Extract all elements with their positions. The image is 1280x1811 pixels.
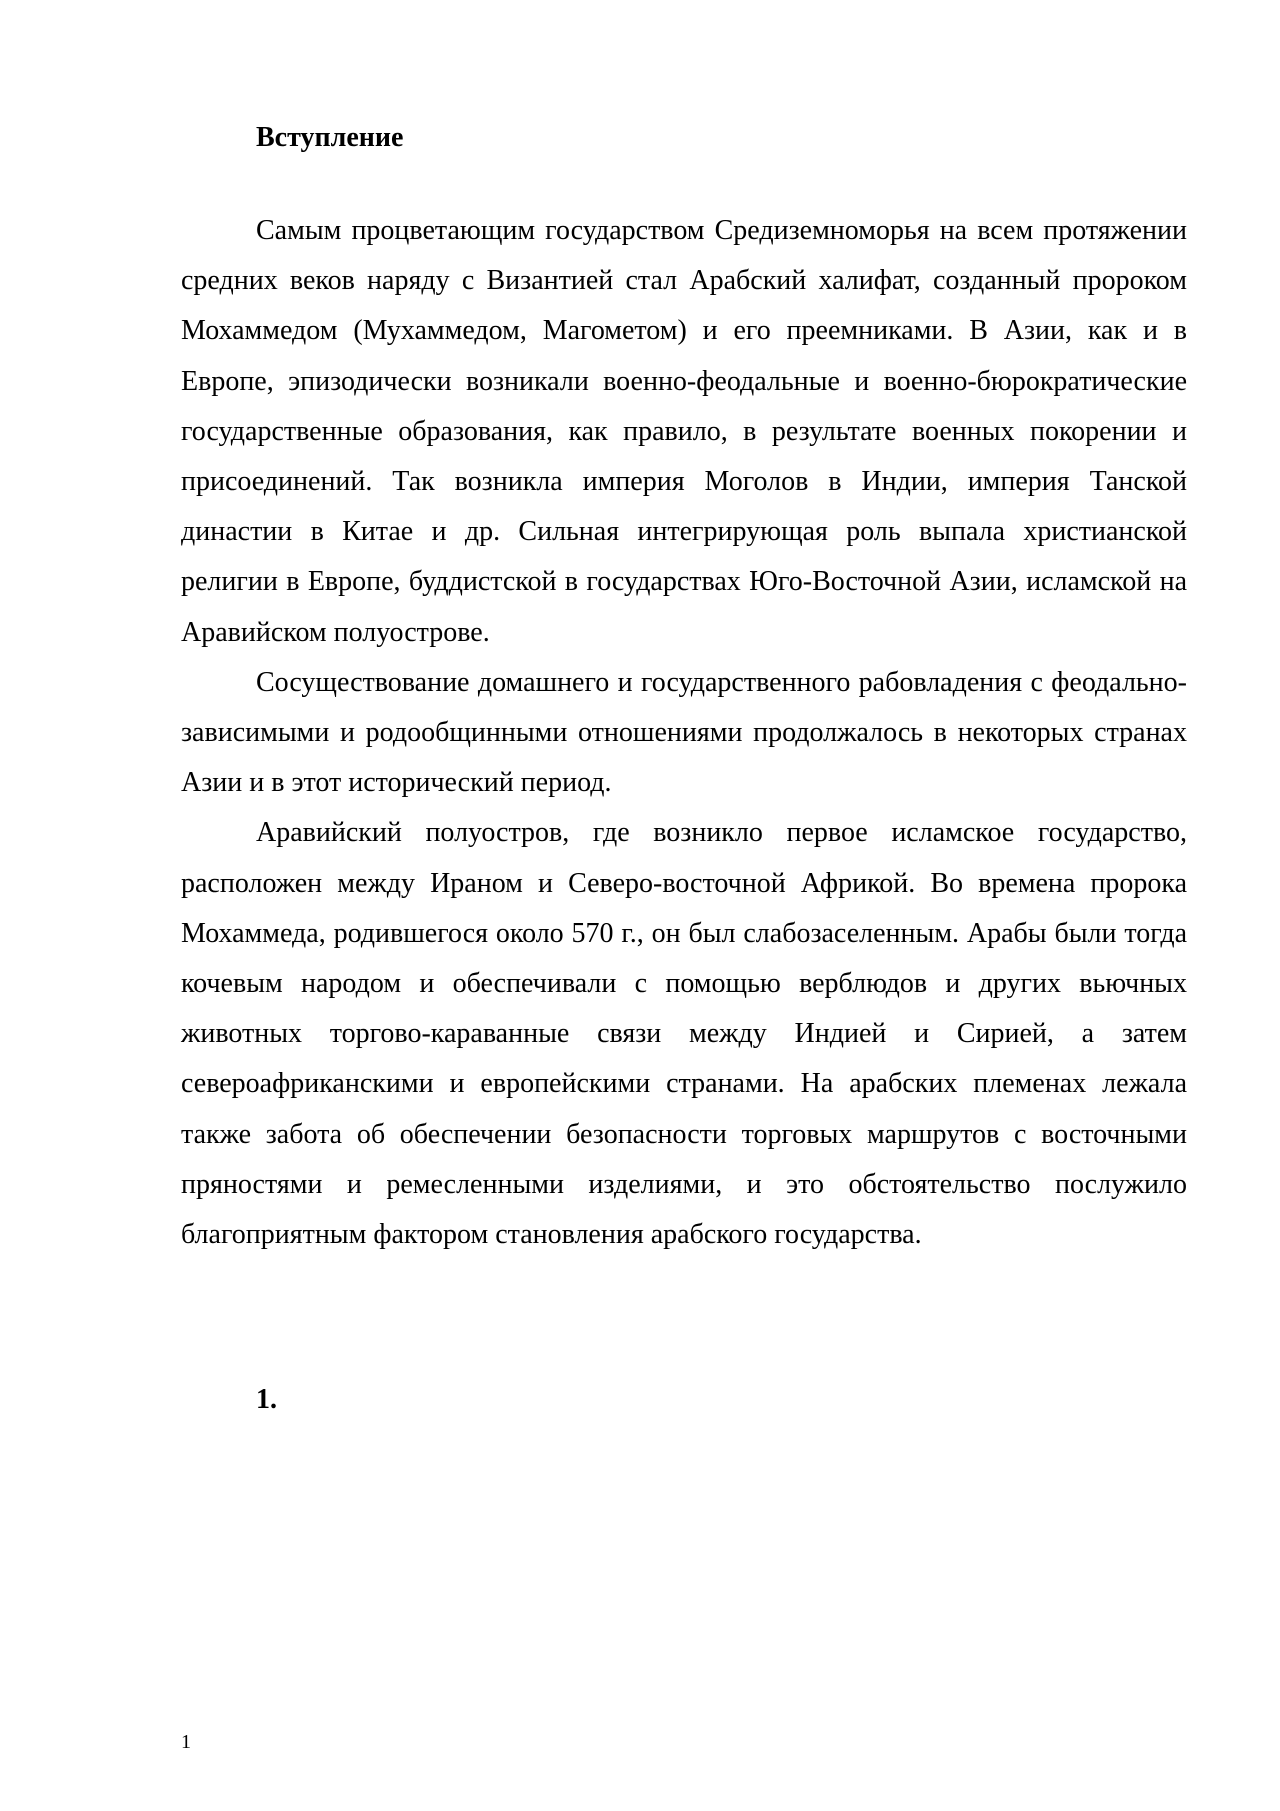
paragraph-2: Сосуществование домашнего и государственного рабовладения с феодально-зависимыми и родообщинными отношениями продолжалось в некоторых странах Азии и в этот исторический период. [181,666,1187,799]
paragraph-1: Самым процветающим государством Средиземноморья на всем протяжении средних веков наряду с Византией стал Арабский халифат, созданный пророком Мохаммедом (Мухаммедом, Магометом) и его преемниками. В Азии, как и в Европе, эпизодически возникали военно-феодальные и военно-бюрократические государственные образования, как правило, в результате военных покорении и присоединений. Так возникла империя Моголов в Индии, империя Танской династии в Китае и др. Сильная интегрирующая роль выпала христианской религии в Европе, буддистской в государствах Юго-Восточной Азии, исламской на Аравийском полуострове. [181,215,1187,648]
section-number: 1. [256,1384,277,1415]
page-number: 1 [181,1731,191,1753]
document-heading: Вступление [256,122,404,153]
document-body [181,206,1187,1260]
paragraph-3: Аравийский полуостров, где возникло первое исламское государство, расположен между Ираном и Северо-восточной Африкой. Во времена пророка Мохаммеда, родившегося около 570 г., он был слабозаселенным. Арабы были тогда кочевым народом и обеспечивали с помощью верблюдов и других вьючных животных торгово-караванные связи между Индией и Сирией, а затем североафриканскими и европейскими странами. На арабских племенах лежала также забота об обеспечении безопасности торговых маршрутов с восточными пряностями и ремесленными изделиями, и это обстоятельство послужило благоприятным фактором становления арабского государства. [181,817,1187,1251]
